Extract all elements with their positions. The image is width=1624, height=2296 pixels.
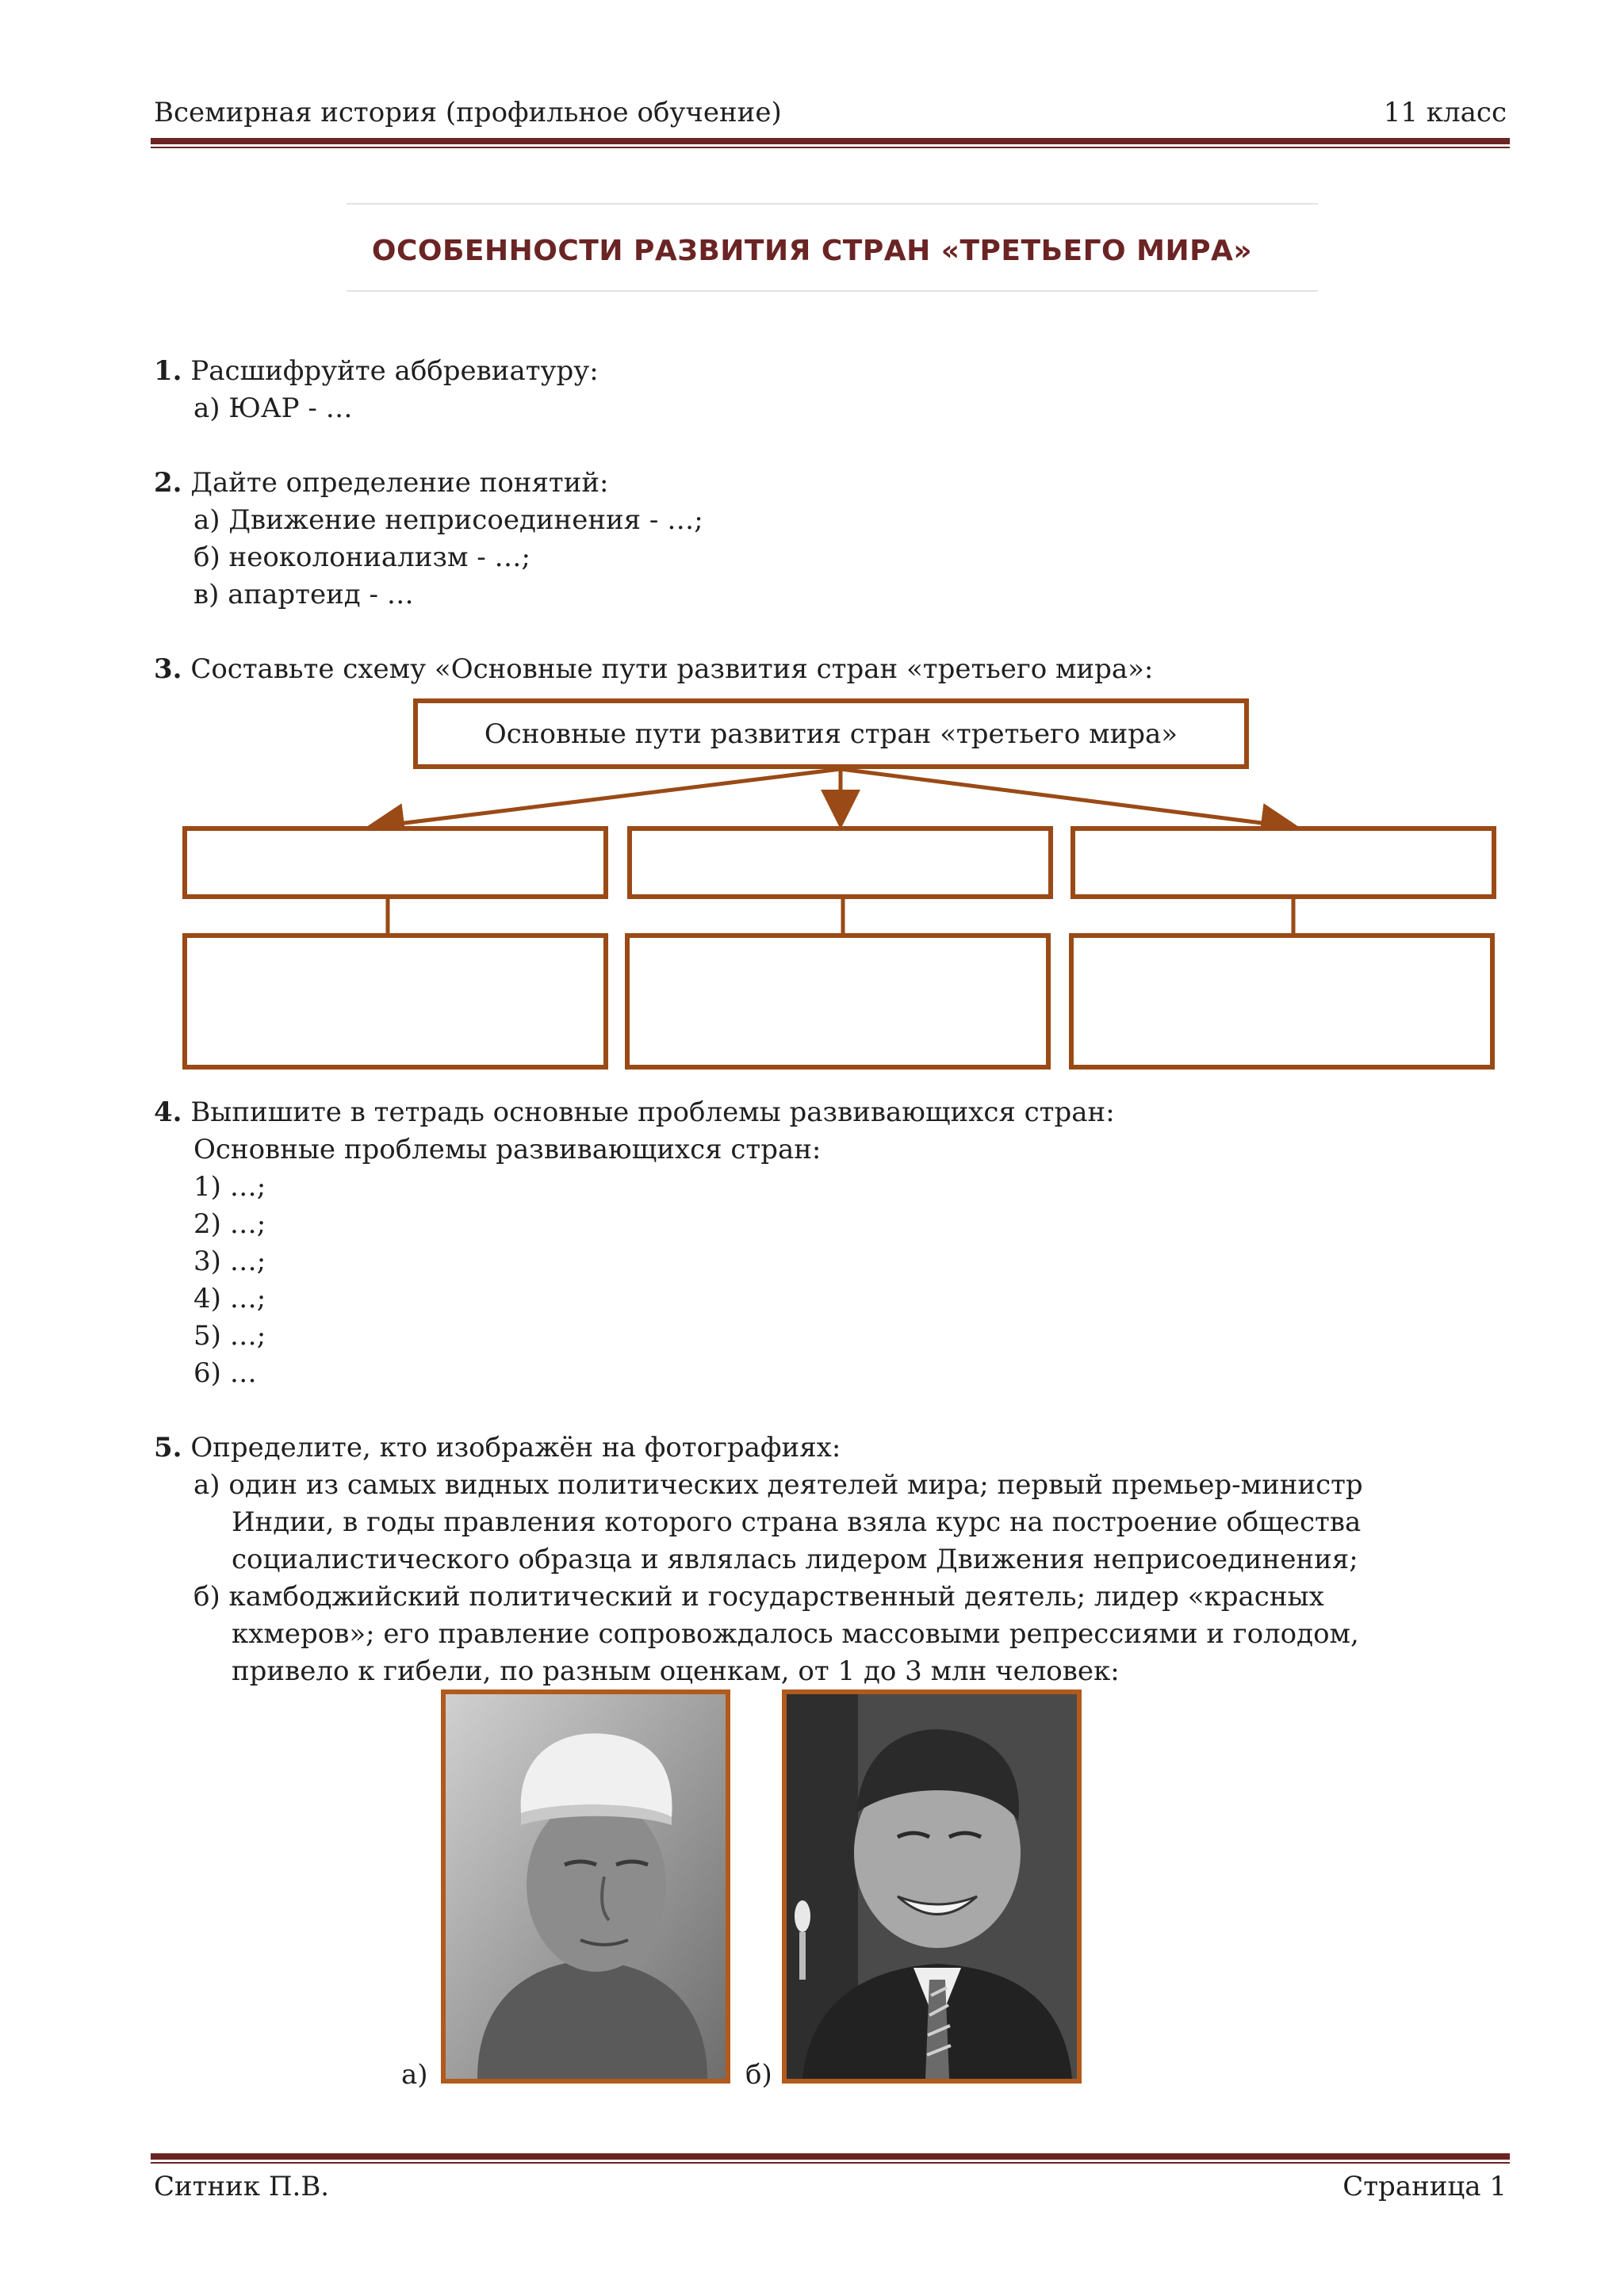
q4-item: 4) …; — [193, 1283, 266, 1314]
q2-item: в) апартеид - … — [193, 579, 414, 610]
footer-page-number: Страница 1 — [1342, 2171, 1507, 2202]
q4-item: 6) … — [193, 1357, 257, 1389]
footer-rule-thin — [151, 2162, 1510, 2164]
scheme-detail-box-3[interactable] — [1069, 933, 1495, 1070]
arrow-left — [373, 769, 841, 827]
q5-item-b: б) камбоджийский политический и государственный деятель; лидер «красных кхмеров»; его правление сопровождалось массовыми репрессиями и голодом, привело к гибели, по разным оценкам, от 1 до 3 млн человек: — [193, 1581, 1359, 1687]
q2-text: Дайте определение понятий: — [190, 467, 609, 499]
scheme-path-box-1[interactable] — [182, 826, 608, 899]
q2-number: 2. — [154, 467, 182, 499]
arrow-right — [841, 769, 1293, 827]
q4-item: 2) …; — [193, 1208, 266, 1240]
q2-item: а) Движение неприсоединения - …; — [193, 504, 703, 536]
question-5 — [154, 1429, 1502, 1467]
scheme-path-box-2[interactable] — [627, 826, 1053, 899]
q4-text: Выпишите в тетрадь основные проблемы развивающихся стран: — [190, 1096, 1115, 1128]
q3-text: Составьте схему «Основные пути развития стран «третьего мира»: — [190, 653, 1154, 685]
q1-number: 1. — [154, 355, 182, 387]
page-title: ОСОБЕННОСТИ РАЗВИТИЯ СТРАН «ТРЕТЬЕГО МИРА» — [371, 235, 1253, 267]
q5-text: Определите, кто изображён на фотографиях: — [190, 1432, 841, 1464]
photo-b — [782, 1689, 1082, 2084]
q4-item: 3) …; — [193, 1246, 266, 1277]
q1-item: а) ЮАР - … — [193, 392, 353, 424]
q2-item: б) неоколониализм - …; — [193, 541, 530, 573]
footer-author: Ситник П.В. — [154, 2171, 330, 2202]
portrait-b-image — [787, 1694, 1077, 2079]
footer-rule — [151, 2153, 1510, 2160]
q5-item-a: а) один из самых видных политических деятелей мира; первый премьер-министр Индии, в годы правления которого страна взяла курс на построение общества социалистического образца и являлась лидером Движения неприсоединения; — [193, 1469, 1363, 1575]
header-subject: Всемирная история (профильное обучение) — [154, 97, 782, 128]
scheme-path-box-3[interactable] — [1071, 826, 1496, 899]
worksheet-content-2 — [154, 1094, 1502, 1690]
header-grade: 11 класс — [1383, 97, 1507, 128]
photo-a — [441, 1689, 730, 2084]
question-4 — [154, 1094, 1502, 1131]
q5-number: 5. — [154, 1432, 182, 1464]
q4-item: 1) …; — [193, 1171, 266, 1203]
scheme-root-label: Основные пути развития стран «третьего мира» — [484, 718, 1178, 750]
photo-b-caption: б) — [745, 2059, 772, 2091]
q4-number: 4. — [154, 1096, 182, 1128]
photo-a-caption: а) — [401, 2059, 428, 2091]
q4-item: 5) …; — [193, 1320, 266, 1352]
q3-number: 3. — [154, 653, 182, 685]
scheme-detail-box-2[interactable] — [625, 933, 1051, 1070]
portrait-a-image — [446, 1694, 726, 2079]
q4-subtitle: Основные проблемы развивающихся стран: — [193, 1134, 822, 1165]
scheme-detail-box-1[interactable] — [182, 933, 608, 1070]
q1-text: Расшифруйте аббревиатуру: — [190, 355, 599, 387]
